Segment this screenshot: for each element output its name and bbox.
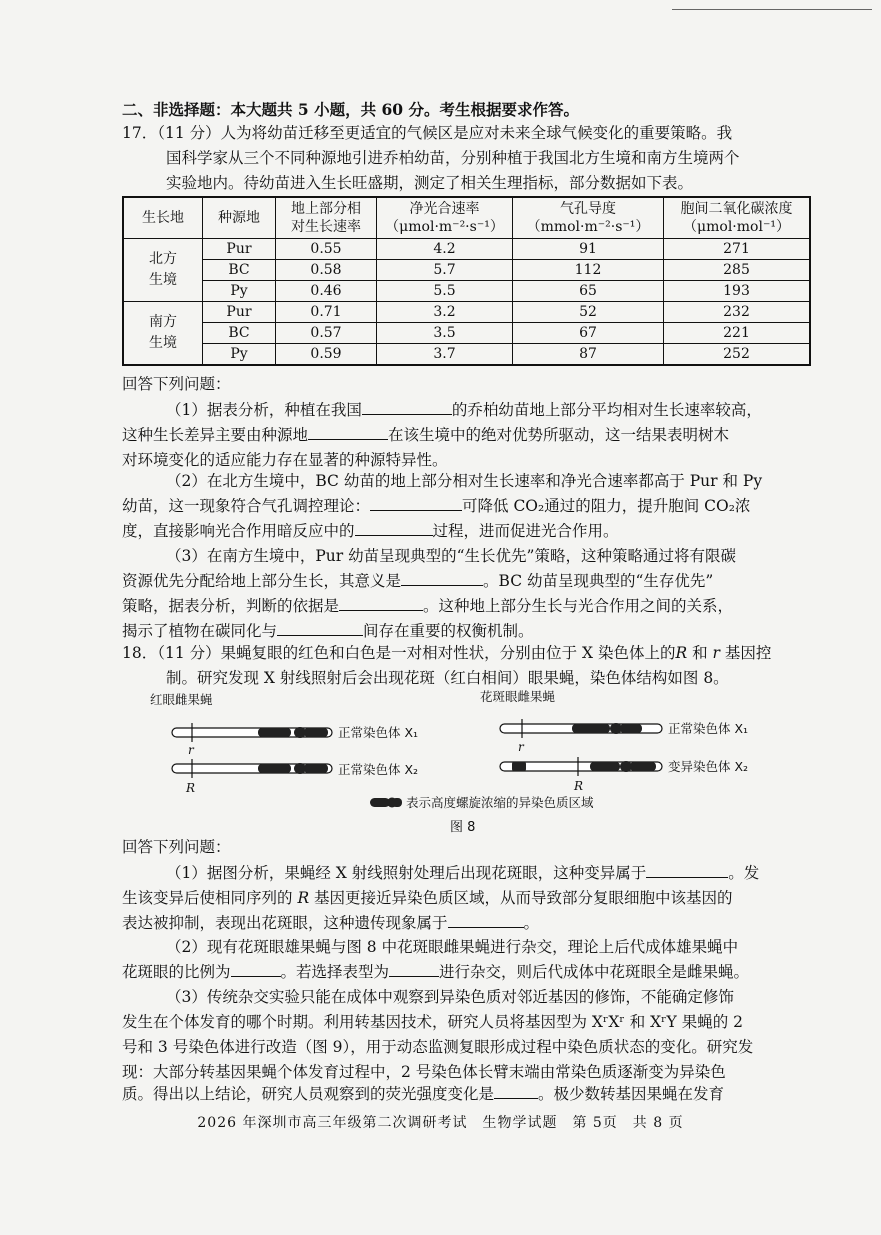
table-cell: 5.5 (377, 281, 513, 302)
table-cell: 0.55 (276, 239, 377, 260)
right-x1-label: 正常染色体 X₁ (668, 721, 749, 736)
chromosome-diagram (120, 688, 820, 838)
table-header: 气孔导度 （mmol·m⁻²·s⁻¹） (513, 197, 664, 239)
page-footer: 2026 年深圳市高三年级第二次调研考试 生物学试题 第 5页 共 8 页 (197, 1115, 684, 1131)
answer-blank[interactable] (277, 619, 363, 636)
table-cell: 232 (664, 302, 811, 323)
q17-intro-line-2: 国科学家从三个不同种源地引进乔柏幼苗，分别种植于我国北方生境和南方生境两个 (166, 149, 740, 167)
allele-R-label: R (186, 781, 196, 795)
table-cell: 221 (664, 323, 811, 344)
answer-blank[interactable] (370, 494, 462, 511)
table-header: 种源地 (203, 197, 276, 239)
q18-sub1-line-1: （1）据图分析，果蝇经 X 射线照射处理后出现花斑眼，这种变异属于 。发 (122, 861, 856, 886)
answer-blank[interactable] (362, 398, 452, 415)
table-cell: 65 (513, 281, 664, 302)
table-cell: 0.71 (276, 302, 377, 323)
table-cell: Py (203, 344, 276, 366)
table-row (123, 260, 810, 281)
table-row (123, 239, 810, 260)
answer-blank[interactable] (646, 861, 728, 878)
table-cell: 91 (513, 239, 664, 260)
answer-blank[interactable] (448, 911, 524, 928)
q17-data-table (122, 196, 811, 366)
q17-sub3-line-4: 揭示了植物在碳同化与 间存在重要的权衡机制。 (122, 619, 812, 644)
table-row (123, 323, 810, 344)
table-cell: BC (203, 260, 276, 281)
table-cell: Pur (203, 302, 276, 323)
table-row (123, 281, 810, 302)
q17-sub1-line-1: （1）据表分析，种植在我国 的乔柏幼苗地上部分平均相对生长速率较高， (122, 398, 856, 423)
q17-sub2-line-3: 度，直接影响光合作用暗反应中的 过程，进而促进光合作用。 (122, 519, 812, 544)
table-cell: 4.2 (377, 239, 513, 260)
answer-blank[interactable] (308, 423, 388, 440)
left-x2-label: 正常染色体 X₂ (338, 762, 419, 777)
q17-sub3-line-3: 策略，据表分析，判断的依据是 。这种地上部分生长与光合作用之间的关系， (122, 594, 812, 619)
q18-intro-line-2: 制。研究发现 X 射线照射后会出现花斑（红白相间）眼果蝇，染色体结构如图 8。 (166, 669, 729, 687)
table-cell: Py (203, 281, 276, 302)
legend-text: 表示高度螺旋浓缩的异染色质区域 (406, 795, 594, 810)
answer-blank[interactable] (355, 519, 433, 536)
left-figure-title: 红眼雌果蝇 (150, 692, 213, 707)
table-row (123, 302, 810, 323)
q17-sub1-line-3: 对环境变化的适应能力存在显著的种源特异性。 (122, 451, 448, 469)
right-chromosome-x1 (500, 719, 662, 738)
right-chromosome-x2 (500, 757, 662, 776)
table-header: 地上部分相 对生长速率 (276, 197, 377, 239)
allele-r-label: r (188, 743, 194, 757)
table-cell: 0.46 (276, 281, 377, 302)
q17-sub2-line-1: （2）在北方生境中，BC 幼苗的地上部分相对生长速率和净光合速率都高于 Pur 和 Py (166, 472, 763, 490)
q17-answer-prompt: 回答下列问题： (122, 375, 231, 393)
q18-sub3-line-1: （3）传统杂交实验只能在成体中观察到异染色质对邻近基因的修饰，不能确定修饰 (166, 988, 734, 1006)
right-figure-title: 花斑眼雌果蝇 (480, 689, 556, 704)
figure-caption: 图 8 (450, 820, 476, 835)
table-cell: BC (203, 323, 276, 344)
table-cell: 0.57 (276, 323, 377, 344)
table-header: 净光合速率 （μmol·m⁻²·s⁻¹） (377, 197, 513, 239)
q18-sub3-line-2: 发生在个体发育的哪个时期。利用转基因技术，研究人员将基因型为 XʳXʳ 和 XʳY 果蝇的 2 (122, 1013, 743, 1031)
table-cell: 285 (664, 260, 811, 281)
allele-r-label: r (518, 740, 524, 754)
q18-sub3-line-4: 现：大部分转基因果蝇个体发育过程中，2 号染色体长臂末端由常染色质逐渐变为异染色 (122, 1063, 726, 1081)
q17-intro-line-1: 17．（11 分）人为将幼苗迁移至更适宜的气候区是应对未来全球气候变化的重要策略。我 (122, 124, 733, 142)
q18-sub1-line-2: 生该变异后使相同序列的 R 基因更接近异染色质区域，从而导致部分复眼细胞中该基因的 (122, 889, 733, 907)
q18-intro-line-1: 18．（11 分）果蝇复眼的红色和白色是一对相对性状，分别由位于 X 染色体上的R 和 r 基因控 (122, 644, 772, 662)
q18-sub1-line-3: 表达被抑制，表现出花斑眼，这种遗传现象属于 。 (122, 911, 812, 936)
q18-sub2-line-2: 花斑眼的比例为 。若选择表型为 进行杂交，则后代成体中花斑眼全是雌果蝇。 (122, 960, 812, 985)
answer-blank[interactable] (339, 594, 423, 611)
answer-blank[interactable] (231, 960, 281, 977)
table-header: 胞间二氧化碳浓度 （μmol·mol⁻¹） (664, 197, 811, 239)
table-cell: 193 (664, 281, 811, 302)
site-cell: 北方 生境 (123, 239, 203, 302)
answer-blank[interactable] (494, 1082, 538, 1099)
q18-sub3-line-5: 质。得出以上结论，研究人员观察到的荧光强度变化是 。极少数转基因果蝇在发育 (122, 1082, 812, 1107)
site-cell: 南方 生境 (123, 302, 203, 366)
q18-sub2-line-1: （2）现有花斑眼雄果蝇与图 8 中花斑眼雌果蝇进行杂交，理论上后代成体雄果蝇中 (166, 938, 739, 956)
table-cell: 67 (513, 323, 664, 344)
q18-answer-prompt: 回答下列问题： (122, 838, 231, 856)
table-header: 生长地 (123, 197, 203, 239)
table-header-row (123, 197, 810, 239)
heterochromatin-legend-icon (370, 798, 402, 808)
figure-8 (120, 688, 820, 838)
q17-sub3-line-1: （3）在南方生境中，Pur 幼苗呈现典型的“生长优先”策略，这种策略通过将有限碳 (166, 547, 736, 565)
table-cell: 271 (664, 239, 811, 260)
answer-blank[interactable] (389, 960, 439, 977)
table-cell: 3.7 (377, 344, 513, 366)
table-cell: 3.5 (377, 323, 513, 344)
left-chromosome-x2 (172, 759, 332, 778)
table-cell: 5.7 (377, 260, 513, 281)
q17-intro-line-3: 实验地内。待幼苗进入生长旺盛期，测定了相关生理指标，部分数据如下表。 (166, 174, 694, 192)
table-row (123, 344, 810, 366)
q17-sub1-line-2: 这种生长差异主要由种源地 在该生境中的绝对优势所驱动，这一结果表明树木 (122, 423, 812, 448)
table-cell: 3.2 (377, 302, 513, 323)
table-cell: 0.59 (276, 344, 377, 366)
left-chromosome-x1 (172, 723, 332, 742)
allele-R-label: R (574, 779, 584, 793)
q18-sub3-line-3: 号和 3 号染色体进行改造（图 9），用于动态监测复眼形成过程中染色质状态的变化。研究发 (122, 1038, 754, 1056)
right-x2-label: 变异染色体 X₂ (668, 759, 749, 774)
table-cell: 0.58 (276, 260, 377, 281)
table-cell: Pur (203, 239, 276, 260)
answer-blank[interactable] (401, 569, 483, 586)
table-cell: 112 (513, 260, 664, 281)
q17-sub2-line-2: 幼苗，这一现象符合气孔调控理论： 可降低 CO₂通过的阻力，提升胞间 CO₂浓 (122, 494, 812, 519)
q17-sub3-line-2: 资源优先分配给地上部分生长，其意义是 。BC 幼苗呈现典型的“生存优先” (122, 569, 812, 594)
table-cell: 252 (664, 344, 811, 366)
section-title: 二、非选择题：本大题共 5 小题，共 60 分。考生根据要求作答。 (122, 100, 579, 119)
header-rule (672, 9, 872, 10)
table-cell: 87 (513, 344, 664, 366)
table-cell: 52 (513, 302, 664, 323)
left-x1-label: 正常染色体 X₁ (338, 725, 419, 740)
